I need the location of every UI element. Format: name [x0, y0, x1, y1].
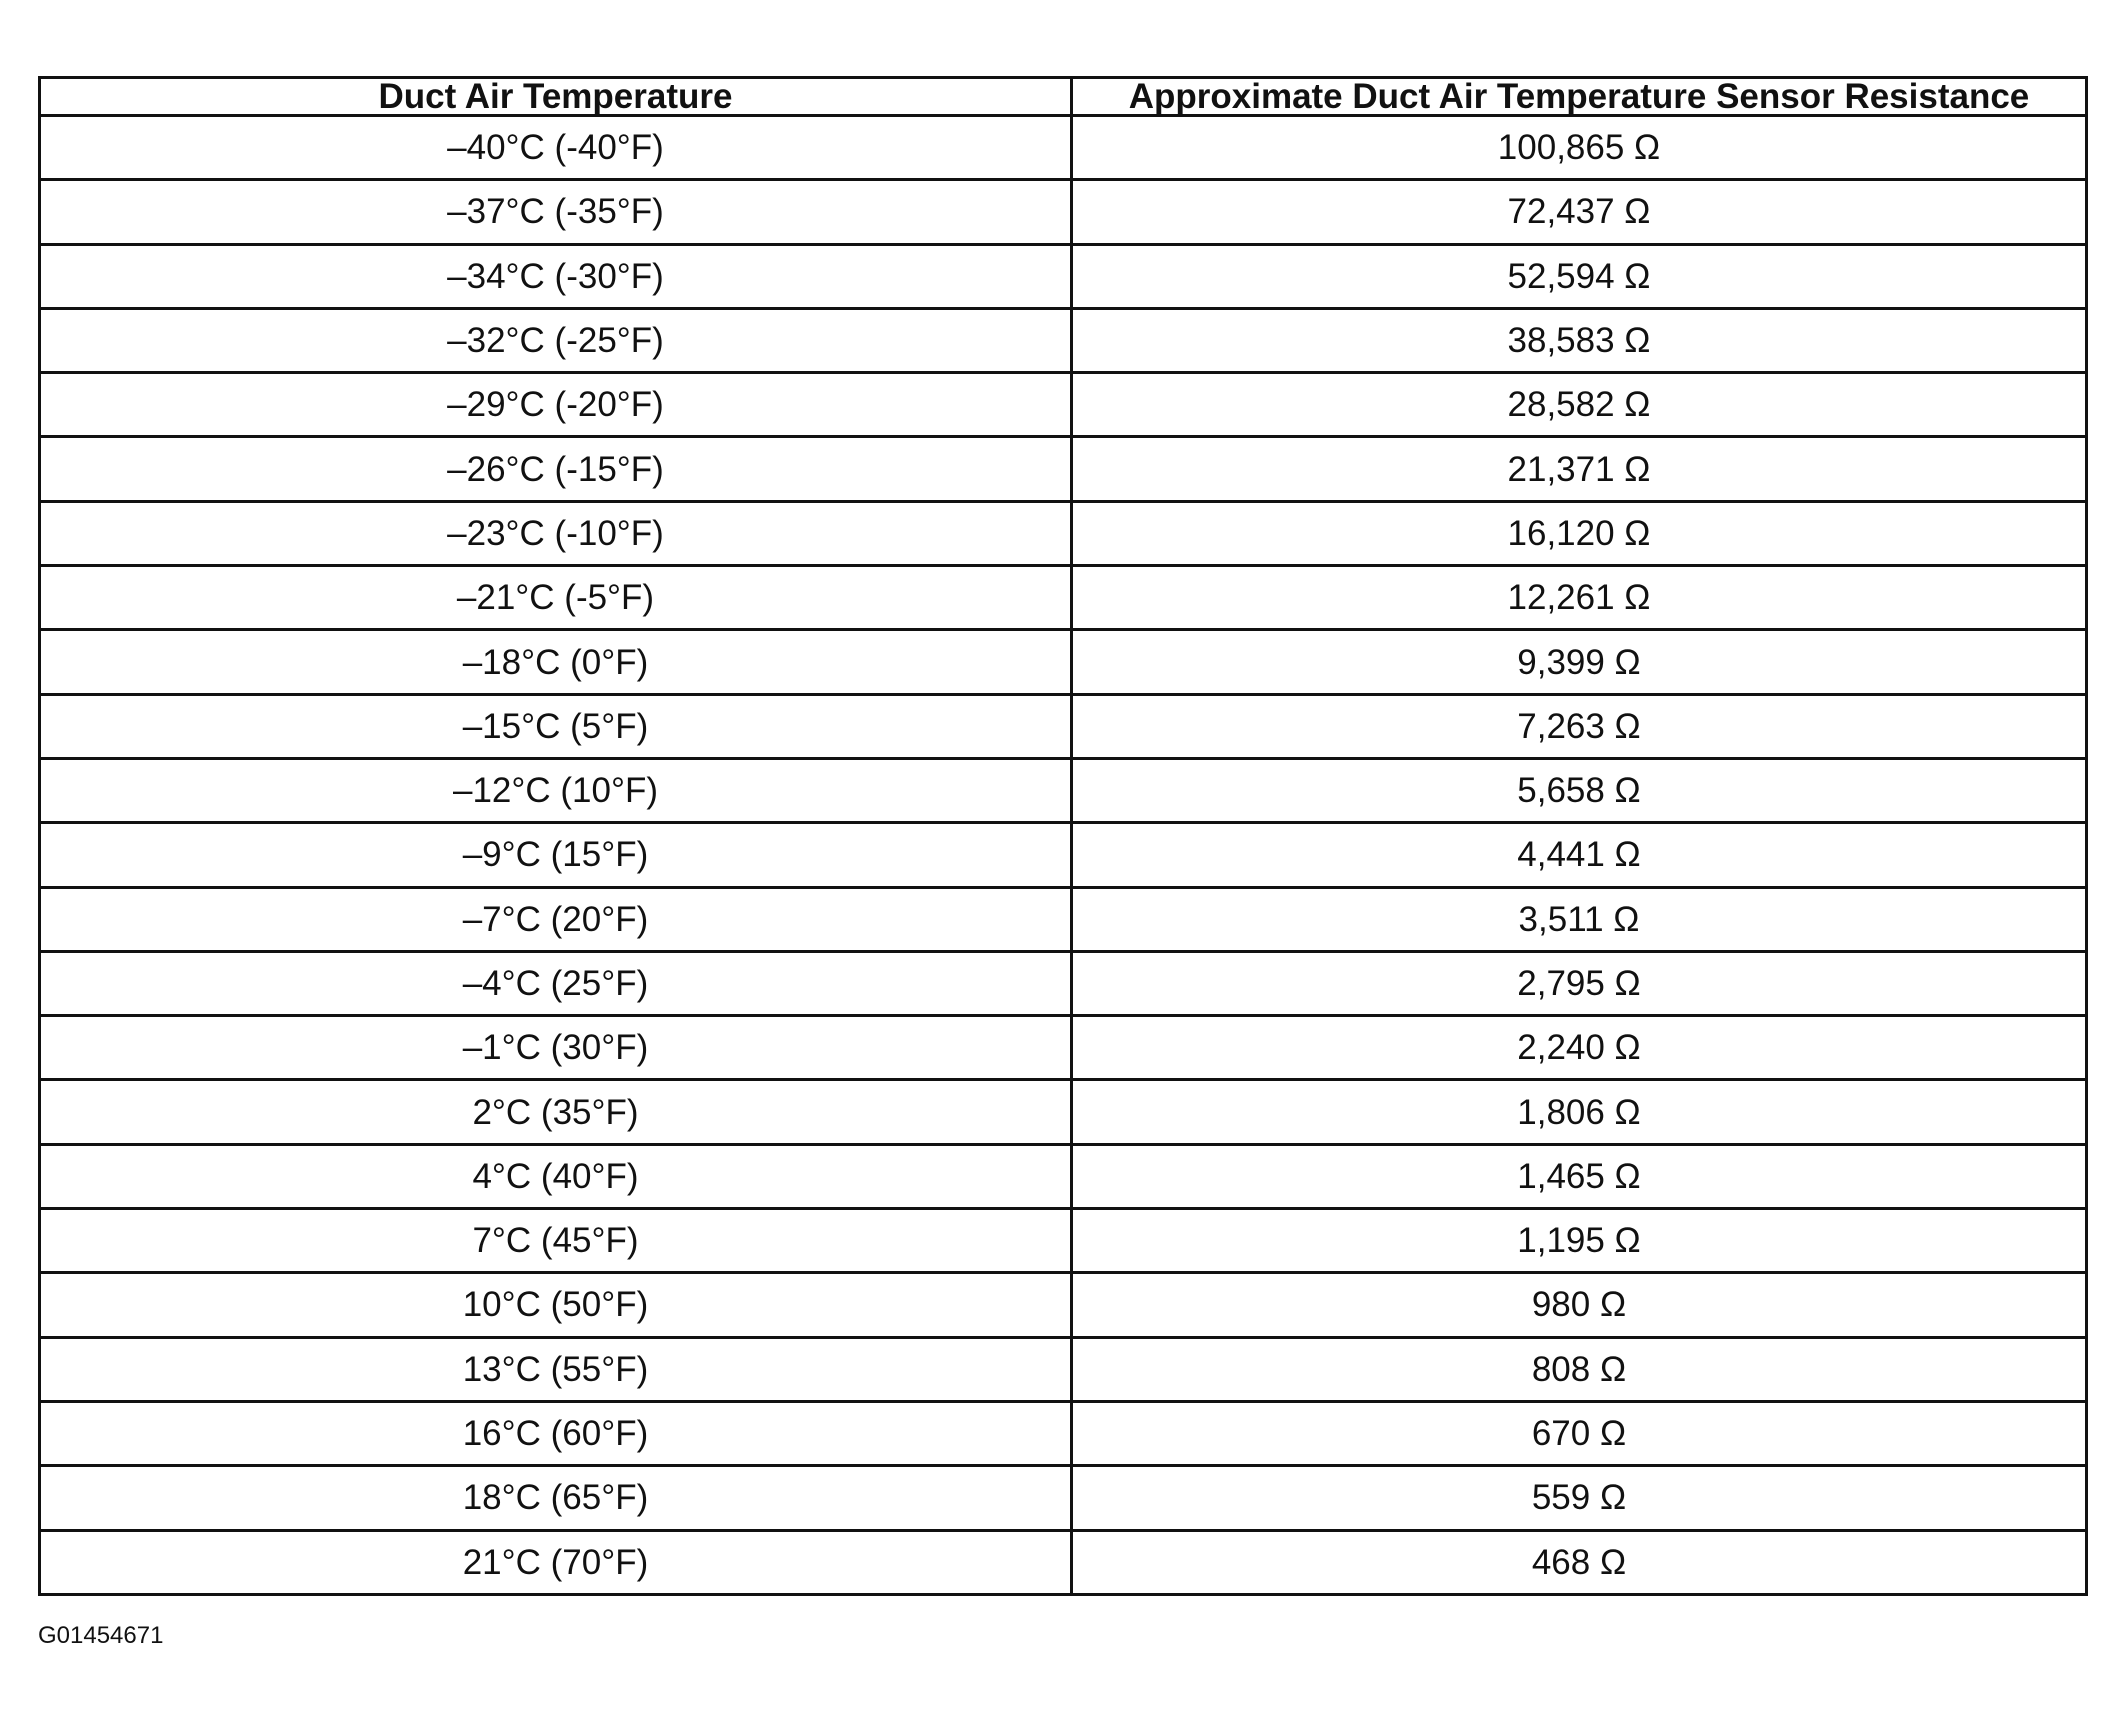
table-row: [40, 308, 2087, 372]
resistance-cell: 72,437 Ω: [1072, 180, 2087, 244]
table-row: [40, 1530, 2087, 1594]
table-row: [40, 501, 2087, 565]
table-row: [40, 758, 2087, 822]
temperature-cell: –21°C (-5°F): [40, 566, 1072, 630]
table-row: [40, 1016, 2087, 1080]
resistance-cell: 980 Ω: [1072, 1273, 2087, 1337]
table-row: [40, 244, 2087, 308]
temperature-cell: –29°C (-20°F): [40, 373, 1072, 437]
table-row: [40, 1337, 2087, 1401]
table-body: [40, 116, 2087, 1595]
temperature-cell: –23°C (-10°F): [40, 501, 1072, 565]
resistance-cell: 52,594 Ω: [1072, 244, 2087, 308]
resistance-cell: 1,806 Ω: [1072, 1080, 2087, 1144]
temperature-cell: –40°C (-40°F): [40, 116, 1072, 180]
resistance-table: [38, 76, 2088, 1596]
resistance-cell: 2,240 Ω: [1072, 1016, 2087, 1080]
resistance-cell: 3,511 Ω: [1072, 887, 2087, 951]
table-row: [40, 887, 2087, 951]
temperature-cell: –18°C (0°F): [40, 630, 1072, 694]
resistance-cell: 1,465 Ω: [1072, 1144, 2087, 1208]
table-row: [40, 373, 2087, 437]
temperature-cell: –32°C (-25°F): [40, 308, 1072, 372]
table-row: [40, 630, 2087, 694]
resistance-cell: 100,865 Ω: [1072, 116, 2087, 180]
resistance-table-container: [38, 76, 2088, 1596]
temperature-cell: 16°C (60°F): [40, 1401, 1072, 1465]
table-header-row: [40, 78, 2087, 116]
resistance-cell: 808 Ω: [1072, 1337, 2087, 1401]
column-header-temperature: Duct Air Temperature: [40, 78, 1072, 116]
resistance-cell: 12,261 Ω: [1072, 566, 2087, 630]
table-row: [40, 437, 2087, 501]
temperature-cell: 4°C (40°F): [40, 1144, 1072, 1208]
table-row: [40, 951, 2087, 1015]
table-row: [40, 823, 2087, 887]
resistance-cell: 2,795 Ω: [1072, 951, 2087, 1015]
temperature-cell: 13°C (55°F): [40, 1337, 1072, 1401]
table-row: [40, 1273, 2087, 1337]
temperature-cell: –9°C (15°F): [40, 823, 1072, 887]
temperature-cell: –26°C (-15°F): [40, 437, 1072, 501]
table-row: [40, 1080, 2087, 1144]
temperature-cell: 2°C (35°F): [40, 1080, 1072, 1144]
resistance-cell: 468 Ω: [1072, 1530, 2087, 1594]
table-row: [40, 1209, 2087, 1273]
table-row: [40, 1466, 2087, 1530]
temperature-cell: –4°C (25°F): [40, 951, 1072, 1015]
table-row: [40, 694, 2087, 758]
resistance-cell: 559 Ω: [1072, 1466, 2087, 1530]
temperature-cell: 7°C (45°F): [40, 1209, 1072, 1273]
table-row: [40, 1401, 2087, 1465]
column-header-resistance: Approximate Duct Air Temperature Sensor Resistance: [1072, 78, 2087, 116]
temperature-cell: 21°C (70°F): [40, 1530, 1072, 1594]
table-row: [40, 566, 2087, 630]
temperature-cell: 10°C (50°F): [40, 1273, 1072, 1337]
table-row: [40, 116, 2087, 180]
resistance-cell: 21,371 Ω: [1072, 437, 2087, 501]
temperature-cell: –15°C (5°F): [40, 694, 1072, 758]
resistance-cell: 28,582 Ω: [1072, 373, 2087, 437]
temperature-cell: –12°C (10°F): [40, 758, 1072, 822]
resistance-cell: 670 Ω: [1072, 1401, 2087, 1465]
resistance-cell: 7,263 Ω: [1072, 694, 2087, 758]
temperature-cell: –1°C (30°F): [40, 1016, 1072, 1080]
table-row: [40, 1144, 2087, 1208]
figure-id: G01454671: [38, 1622, 164, 1649]
resistance-cell: 4,441 Ω: [1072, 823, 2087, 887]
resistance-cell: 1,195 Ω: [1072, 1209, 2087, 1273]
resistance-cell: 5,658 Ω: [1072, 758, 2087, 822]
resistance-cell: 9,399 Ω: [1072, 630, 2087, 694]
temperature-cell: –7°C (20°F): [40, 887, 1072, 951]
temperature-cell: 18°C (65°F): [40, 1466, 1072, 1530]
temperature-cell: –37°C (-35°F): [40, 180, 1072, 244]
temperature-cell: –34°C (-30°F): [40, 244, 1072, 308]
table-row: [40, 180, 2087, 244]
resistance-cell: 38,583 Ω: [1072, 308, 2087, 372]
resistance-cell: 16,120 Ω: [1072, 501, 2087, 565]
